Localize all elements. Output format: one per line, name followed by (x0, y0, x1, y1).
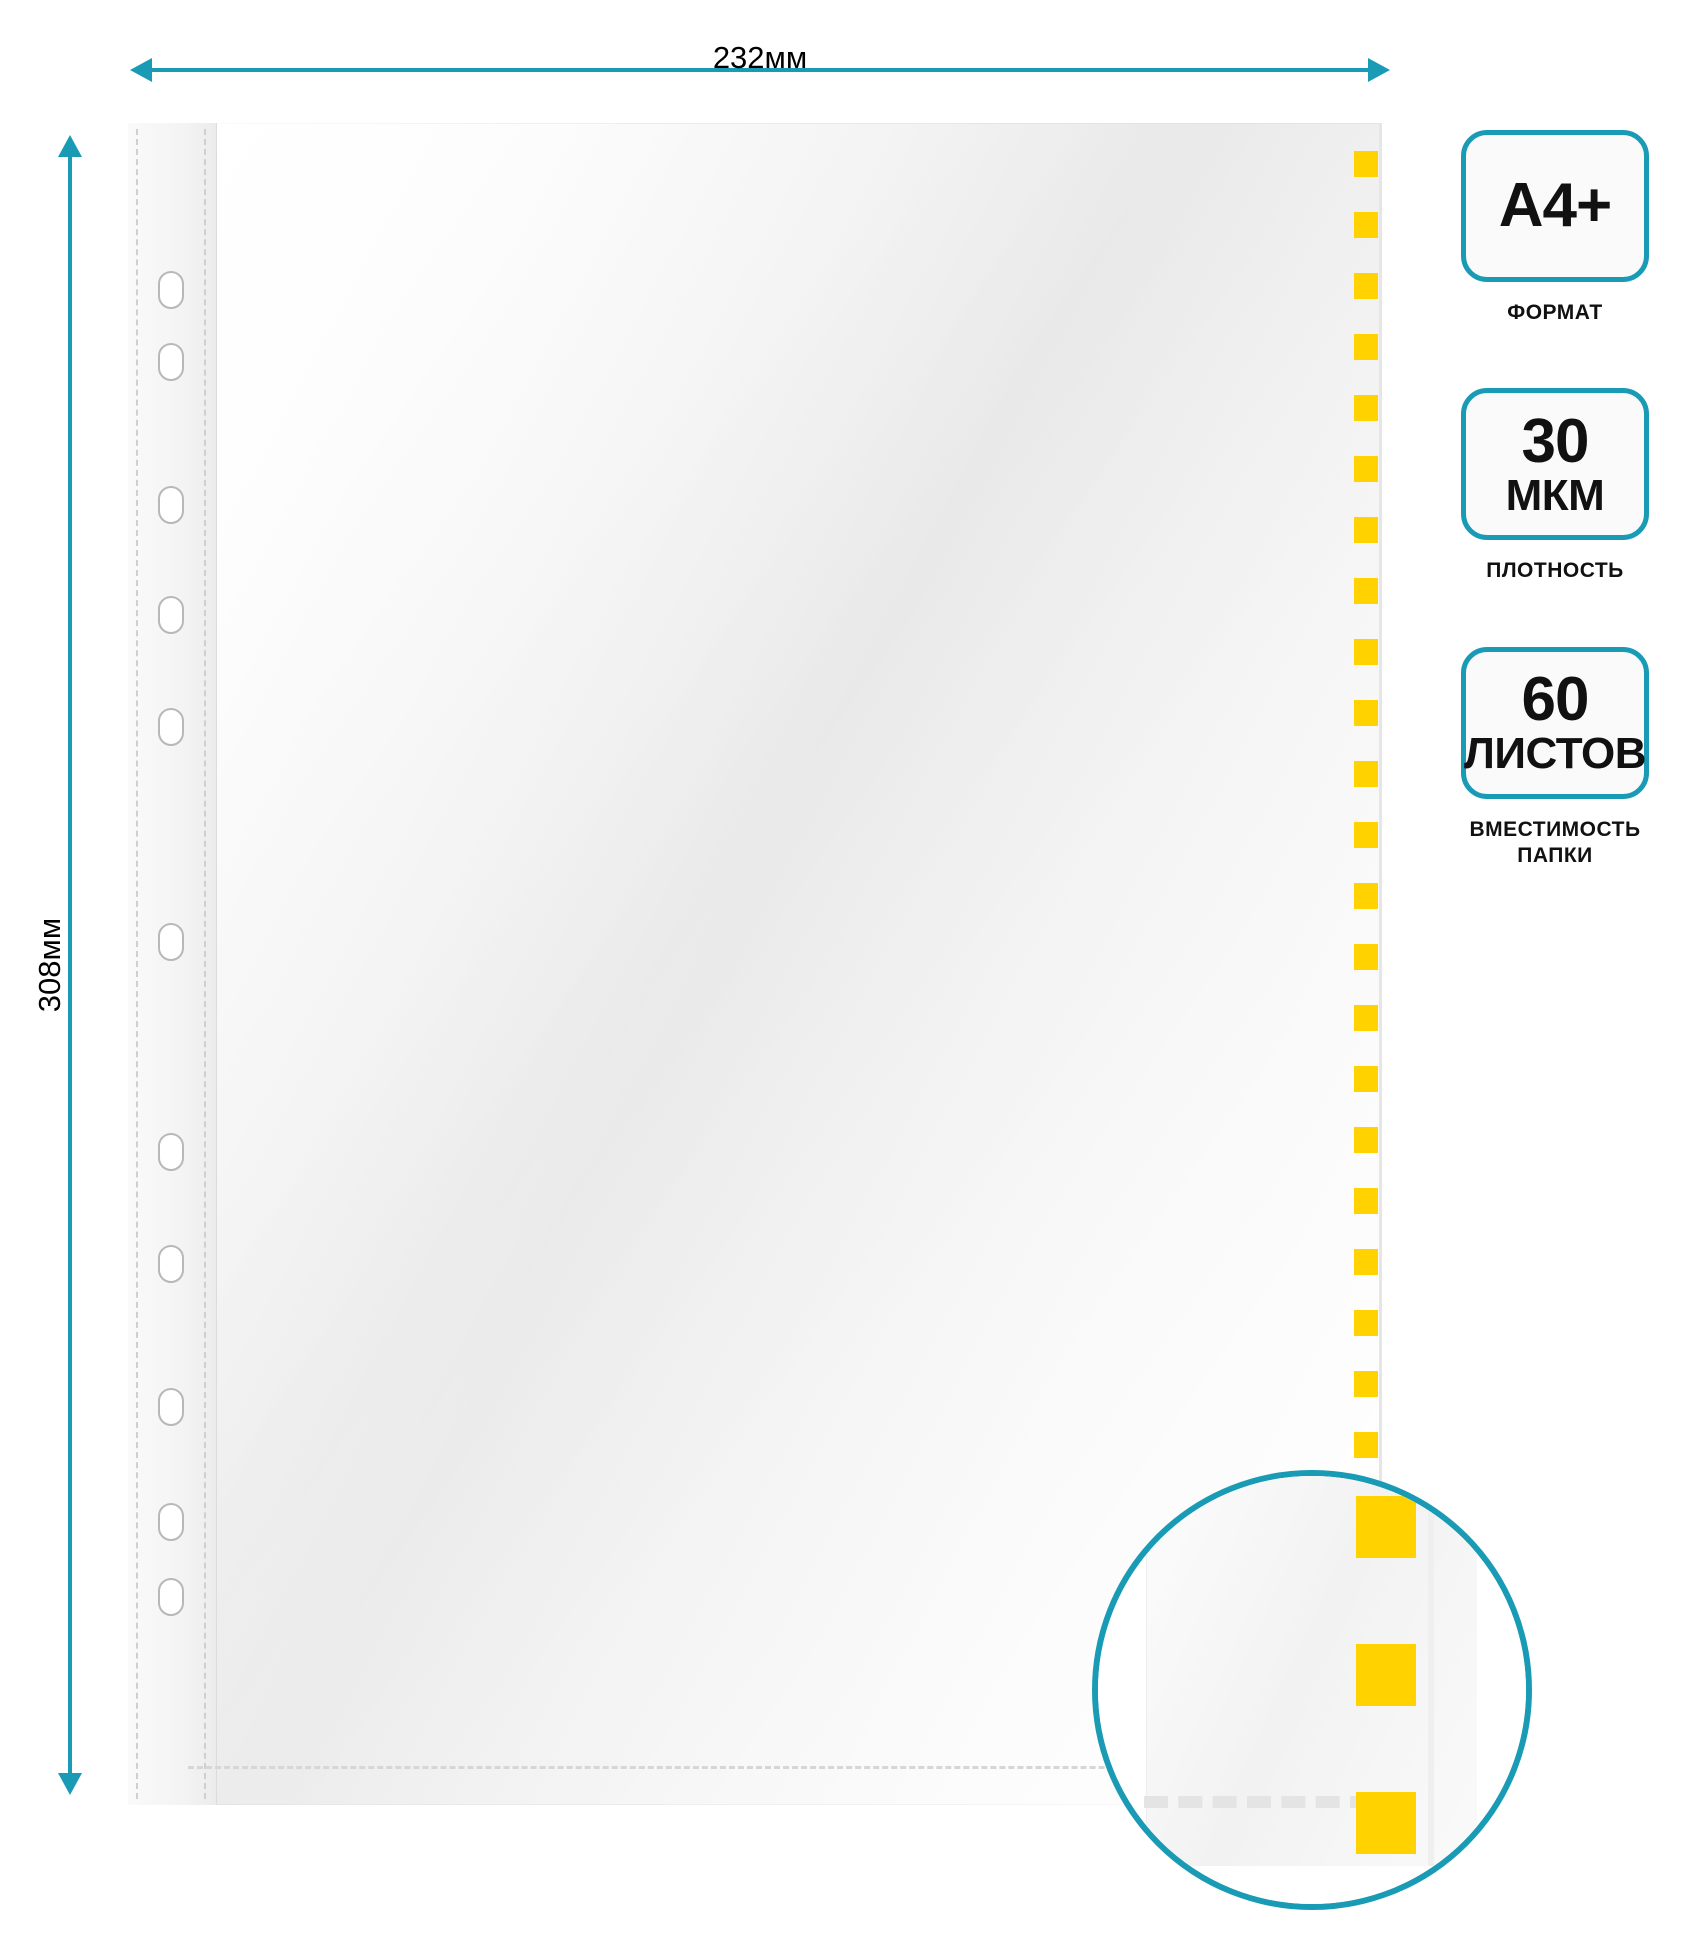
dimension-line (68, 153, 72, 1777)
spec-format-caption: ФОРМАТ (1507, 301, 1603, 324)
spec-density-unit: МКМ (1505, 470, 1605, 520)
zoom-right-edge (1428, 1470, 1434, 1866)
spec-density-value: 30 (1521, 406, 1589, 476)
spec-format (1455, 130, 1655, 326)
yellow-dash (1354, 517, 1378, 543)
width-dimension (130, 40, 1390, 90)
yellow-dash (1354, 395, 1378, 421)
punch-hole (158, 1245, 184, 1283)
yellow-dash (1354, 822, 1378, 848)
yellow-dash (1354, 212, 1378, 238)
binding-strip (128, 123, 217, 1805)
punch-hole (158, 271, 184, 309)
punch-hole (158, 1503, 184, 1541)
spec-density-box (1461, 388, 1649, 540)
punch-hole (158, 708, 184, 746)
spec-capacity-box (1461, 647, 1649, 799)
yellow-dash (1354, 1249, 1378, 1275)
zoom-detail-circle (1092, 1470, 1532, 1910)
zoom-yellow-dash (1356, 1496, 1416, 1558)
yellow-dash (1354, 1188, 1378, 1214)
punch-hole (158, 1388, 184, 1426)
spec-density-caption: ПЛОТНОСТЬ (1486, 559, 1624, 583)
yellow-dash (1354, 883, 1378, 909)
punch-hole (158, 596, 184, 634)
yellow-dash (1354, 700, 1378, 726)
punch-hole (158, 343, 184, 381)
zoom-yellow-dash (1356, 1792, 1416, 1854)
punch-hole (158, 1133, 184, 1171)
zoom-yellow-dashes (1356, 1470, 1428, 1866)
spec-capacity-caption: ВМЕСТИМОСТЬ ПАПКИ (1469, 817, 1641, 867)
yellow-dash (1354, 1432, 1378, 1458)
yellow-dash (1354, 944, 1378, 970)
width-label: 232мм (712, 40, 808, 75)
yellow-dash (1354, 456, 1378, 482)
yellow-dash (1354, 1005, 1378, 1031)
punch-hole (158, 486, 184, 524)
zoom-yellow-dash (1356, 1644, 1416, 1706)
yellow-dash (1354, 1066, 1378, 1092)
height-dimension (32, 135, 90, 1795)
yellow-dash (1354, 1310, 1378, 1336)
yellow-dash (1354, 334, 1378, 360)
height-label: 308мм (32, 917, 67, 1013)
yellow-dash (1354, 1371, 1378, 1397)
yellow-dash (1354, 1127, 1378, 1153)
punch-hole (158, 1578, 184, 1616)
yellow-dash (1354, 578, 1378, 604)
spec-format-box (1461, 130, 1649, 282)
yellow-dash (1354, 761, 1378, 787)
spec-badges (1455, 130, 1655, 931)
binding-dashed-line (136, 129, 138, 1799)
zoom-detail-content (1098, 1476, 1526, 1904)
yellow-dash (1354, 639, 1378, 665)
zoom-dashed-seam (1144, 1796, 1374, 1808)
yellow-dash (1354, 151, 1378, 177)
spec-capacity-unit: ЛИСТОВ (1464, 729, 1646, 779)
spec-capacity-value: 60 (1521, 664, 1589, 734)
arrow-down-icon (58, 1773, 82, 1795)
spec-density (1455, 388, 1655, 584)
punch-hole (158, 923, 184, 961)
binding-dashed-line (204, 129, 206, 1799)
spec-capacity (1455, 647, 1655, 870)
yellow-dash (1354, 273, 1378, 299)
spec-format-value: A4+ (1498, 171, 1612, 241)
